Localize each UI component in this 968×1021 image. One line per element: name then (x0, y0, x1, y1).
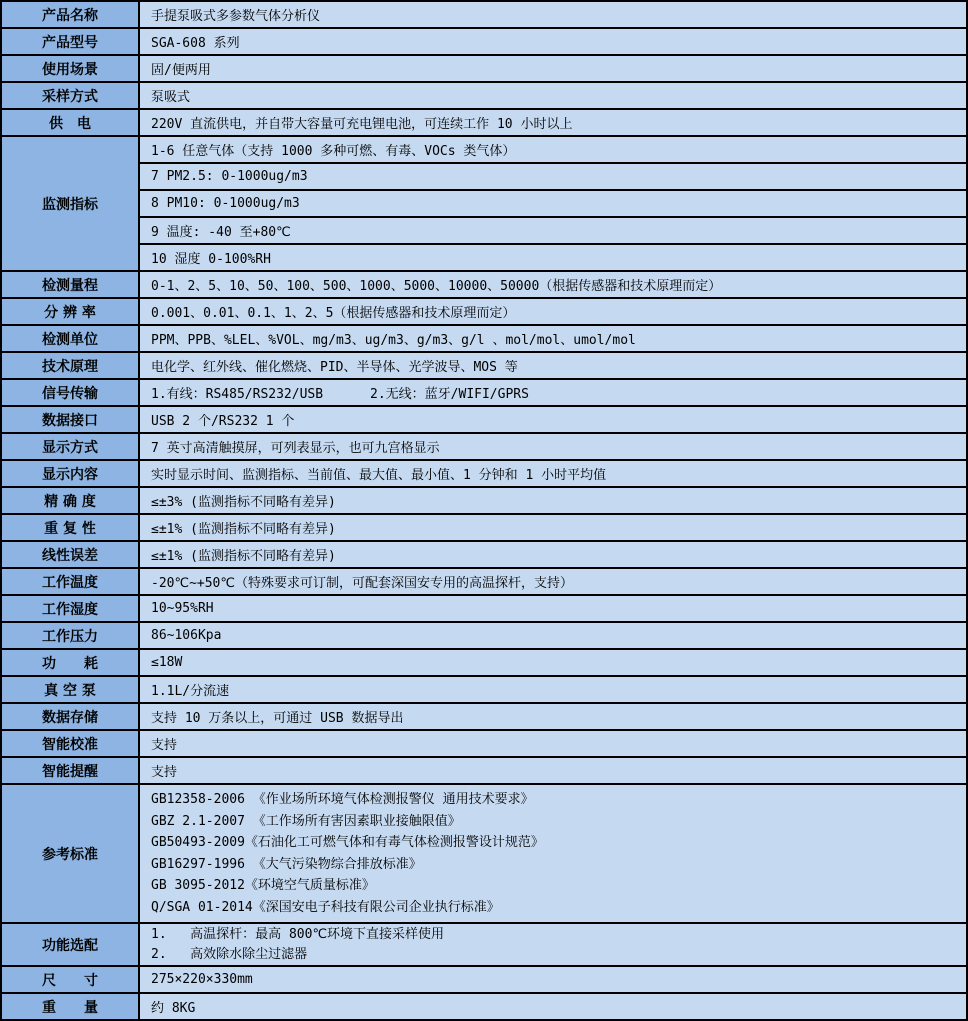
table-row (1, 595, 967, 622)
spec-label-cell: 真 空 泵 (1, 676, 139, 703)
spec-value-cell: 220V 直流供电，并自带大容量可充电锂电池，可连续工作 10 小时以上 (139, 109, 967, 136)
table-row (1, 649, 967, 676)
spec-value-cell: 0.001、0.01、0.1、1、2、5（根据传感器和技术原理而定） (139, 298, 967, 325)
spec-label-cell: 重 复 性 (1, 514, 139, 541)
spec-label-cell: 检测单位 (1, 325, 139, 352)
spec-label-cell: 信号传输 (1, 379, 139, 406)
spec-value-cell: 10 湿度 0-100%RH (139, 244, 967, 271)
spec-label-cell: 分 辨 率 (1, 298, 139, 325)
spec-value-cell (139, 784, 967, 923)
spec-value-cell: 1.1L/分流速 (139, 676, 967, 703)
spec-value-cell: 275×220×330mm (139, 966, 967, 993)
spec-value-cell: 10~95%RH (139, 595, 967, 622)
table-row (1, 541, 967, 568)
spec-label-cell: 工作湿度 (1, 595, 139, 622)
spec-value-cell: 7 英寸高清触摸屏，可列表显示，也可九宫格显示 (139, 433, 967, 460)
spec-value-cell: ≤±1% (监测指标不同略有差异) (139, 514, 967, 541)
table-row (1, 325, 967, 352)
table-row (1, 352, 967, 379)
table-row (1, 460, 967, 487)
spec-value-cell: -20℃~+50℃（特殊要求可订制，可配套深国安专用的高温探杆，支持） (139, 568, 967, 595)
spec-value-cell: 固/便两用 (139, 55, 967, 82)
spec-label-cell: 智能提醒 (1, 757, 139, 784)
spec-value-cell: 电化学、红外线、催化燃烧、PID、半导体、光学波导、MOS 等 (139, 352, 967, 379)
spec-label-cell: 产品名称 (1, 1, 139, 28)
table-row (1, 109, 967, 136)
spec-label-cell: 线性误差 (1, 541, 139, 568)
spec-value-line: GB 3095-2012《环境空气质量标准》 (151, 878, 375, 893)
spec-value-line: GB50493-2009《石油化工可燃气体和有毒气体检测报警设计规范》 (151, 835, 544, 850)
table-row (1, 271, 967, 298)
table-row (1, 1, 967, 28)
spec-label-cell: 显示方式 (1, 433, 139, 460)
table-row (1, 676, 967, 703)
spec-label-cell: 显示内容 (1, 460, 139, 487)
table-row (1, 379, 967, 406)
spec-value-cell: 手提泵吸式多参数气体分析仪 (139, 1, 967, 28)
spec-label-cell: 功 耗 (1, 649, 139, 676)
spec-value-line: 1. 高温探杆：最高 800℃环境下直接采样使用 (151, 927, 445, 942)
spec-table-body (1, 1, 967, 1020)
table-row (1, 136, 967, 163)
spec-value-cell: 9 温度: -40 至+80℃ (139, 217, 967, 244)
spec-label-cell: 重 量 (1, 993, 139, 1020)
table-row (1, 730, 967, 757)
spec-value-line: 2. 高效除水除尘过滤器 (151, 946, 308, 962)
spec-label-cell: 智能校准 (1, 730, 139, 757)
table-row (1, 82, 967, 109)
spec-label-cell: 监测指标 (1, 136, 139, 271)
table-row (1, 433, 967, 460)
spec-label-cell: 尺 寸 (1, 966, 139, 993)
table-row (1, 784, 967, 923)
spec-label-cell: 功能选配 (1, 923, 139, 966)
spec-value-line: GB12358-2006 《作业场所环境气体检测报警仪 通用技术要求》 (151, 792, 534, 807)
spec-label-cell: 使用场景 (1, 55, 139, 82)
spec-label-cell: 供 电 (1, 109, 139, 136)
table-row (1, 514, 967, 541)
spec-label-cell: 检测量程 (1, 271, 139, 298)
spec-value-line: Q/SGA 01-2014《深国安电子科技有限公司企业执行标准》 (151, 899, 500, 915)
spec-label-cell: 产品型号 (1, 28, 139, 55)
spec-value-cell: ≤18W (139, 649, 967, 676)
table-row (1, 298, 967, 325)
spec-value-cell: 1-6 任意气体（支持 1000 多种可燃、有毒、VOCs 类气体） (139, 136, 967, 163)
table-row (1, 190, 967, 217)
table-row (1, 993, 967, 1020)
spec-value-line: GBZ 2.1-2007 《工作场所有害因素职业接触限值》 (151, 813, 461, 829)
spec-value-cell: SGA-608 系列 (139, 28, 967, 55)
table-row (1, 55, 967, 82)
table-row (1, 487, 967, 514)
spec-label-cell: 参考标准 (1, 784, 139, 923)
table-row (1, 966, 967, 993)
spec-value-cell: USB 2 个/RS232 1 个 (139, 406, 967, 433)
spec-value-cell: 86~106Kpa (139, 622, 967, 649)
table-row (1, 217, 967, 244)
spec-label-cell: 工作压力 (1, 622, 139, 649)
spec-value-line: GB16297-1996 《大气污染物综合排放标准》 (151, 856, 422, 872)
spec-label-cell: 数据存储 (1, 703, 139, 730)
table-row (1, 923, 967, 966)
table-row (1, 28, 967, 55)
spec-value-cell: 支持 10 万条以上，可通过 USB 数据导出 (139, 703, 967, 730)
table-row (1, 244, 967, 271)
spec-value-cell: 约 8KG (139, 993, 967, 1020)
spec-value-cell: 支持 (139, 730, 967, 757)
table-row (1, 757, 967, 784)
spec-value-cell: 8 PM10: 0-1000ug/m3 (139, 190, 967, 217)
spec-value-cell (139, 923, 967, 966)
spec-label-cell: 技术原理 (1, 352, 139, 379)
spec-value-cell: 0-1、2、5、10、50、100、500、1000、5000、10000、50000（根据传感器和技术原理而定） (139, 271, 967, 298)
table-row (1, 568, 967, 595)
table-row (1, 622, 967, 649)
spec-label-cell: 采样方式 (1, 82, 139, 109)
spec-label-cell: 工作温度 (1, 568, 139, 595)
spec-value-cell: 1.有线：RS485/RS232/USB 2.无线：蓝牙/WIFI/GPRS (139, 379, 967, 406)
spec-label-cell: 精 确 度 (1, 487, 139, 514)
spec-label-cell: 数据接口 (1, 406, 139, 433)
table-row (1, 163, 967, 190)
table-row (1, 703, 967, 730)
spec-value-cell: PPM、PPB、%LEL、%VOL、mg/m3、ug/m3、g/m3、g/l 、mol/mol、umol/mol (139, 325, 967, 352)
spec-value-cell: ≤±3% (监测指标不同略有差异) (139, 487, 967, 514)
spec-value-cell: 实时显示时间、监测指标、当前值、最大值、最小值、1 分钟和 1 小时平均值 (139, 460, 967, 487)
spec-value-cell: 支持 (139, 757, 967, 784)
spec-value-cell: 泵吸式 (139, 82, 967, 109)
spec-value-cell: ≤±1% (监测指标不同略有差异) (139, 541, 967, 568)
table-row (1, 406, 967, 433)
spec-value-cell: 7 PM2.5: 0-1000ug/m3 (139, 163, 967, 190)
